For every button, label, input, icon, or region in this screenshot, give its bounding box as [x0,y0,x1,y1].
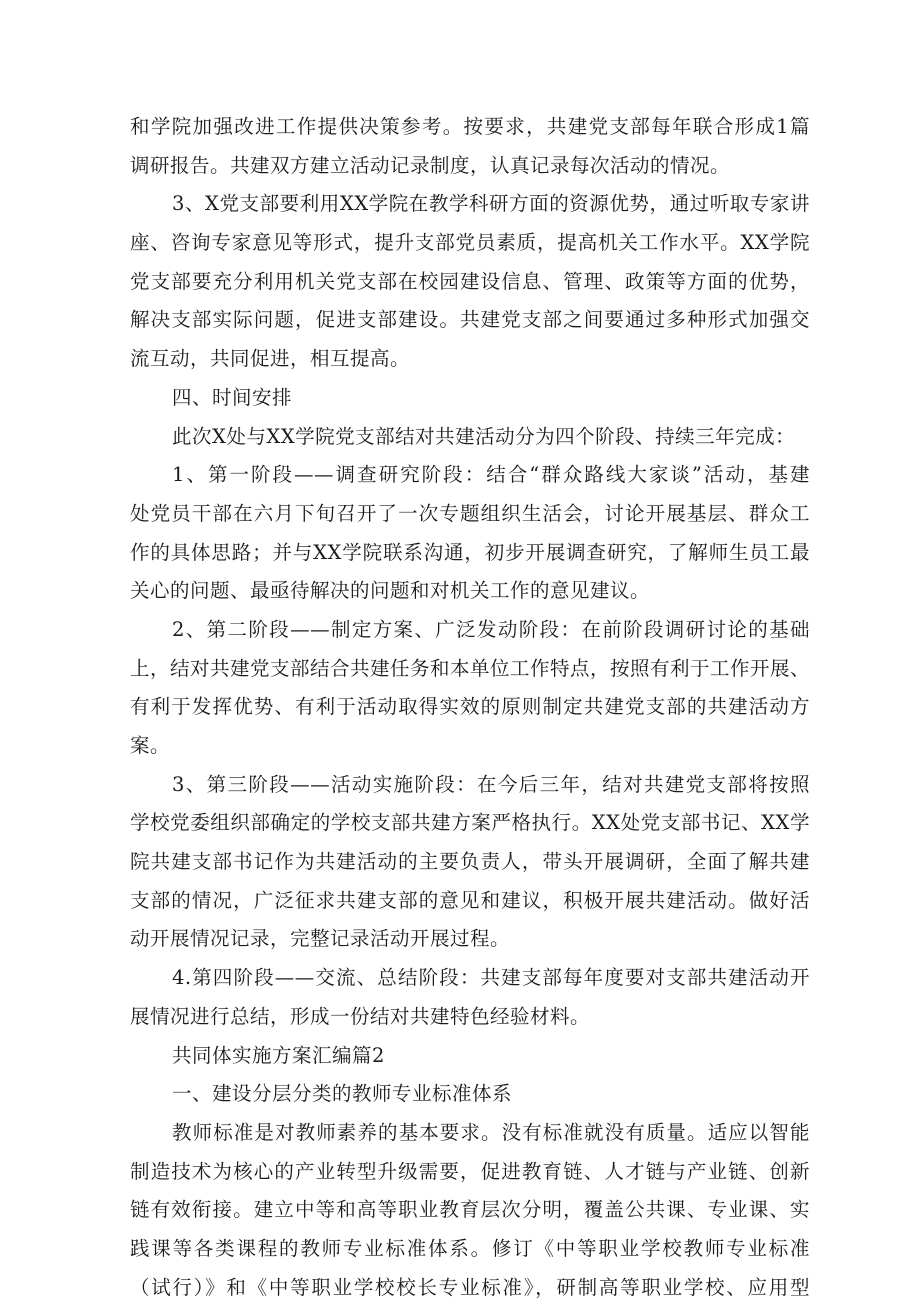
text-line: 制造技术为核心的产业转型升级需要，促进教育链、人才链与产业链、创新 [130,1159,810,1183]
text-line: 作的具体思路；并与XX学院联系沟通，初步开展调查研究，了解师生员工最 [130,540,810,564]
document-body [130,108,810,1307]
text-line: 调研报告。共建双方建立活动记录制度，认真记录每次活动的情况。 [130,153,731,177]
text-line: 上，结对共建党支部结合共建任务和本单位工作特点，按照有利于工作开展、 [130,656,811,680]
text-line: 解决支部实际问题，促进支部建设。共建党支部之间要通过多种形式加强交 [130,308,810,332]
text-line: 学校党委组织部确定的学校支部共建方案严格执行。XX处党支部书记、XX学 [130,811,810,835]
text-line: 展情况进行总结，形成一份结对共建特色经验材料。 [130,1004,591,1028]
text-line: 教师标准是对教师素养的基本要求。没有标准就没有质量。适应以智能 [172,1120,810,1144]
text-line: 链有效衔接。建立中等和高等职业教育层次分明，覆盖公共课、专业课、实 [130,1198,810,1222]
text-line: 2、第二阶段——制定方案、广泛发动阶段：在前阶段调研讨论的基础 [172,617,810,641]
text-line: 支部的情况，广泛征求共建支部的意见和建议，积极开展共建活动。做好活 [130,888,810,912]
text-line: 有利于发挥优势、有利于活动取得实效的原则制定共建党支部的共建活动方 [130,695,810,719]
text-line: 院共建支部书记作为共建活动的主要负责人，带头开展调研，全面了解共建 [130,850,810,874]
text-line: （试行）》和《中等职业学校校长专业标准》，研制高等职业学校、应用型 [130,1275,810,1299]
text-line: 3、X党支部要利用XX学院在教学科研方面的资源优势，通过听取专家讲 [172,192,810,216]
text-line: 和学院加强改进工作提供决策参考。按要求，共建党支部每年联合形成1篇 [130,115,810,138]
text-line: 流互动，共同促进，相互提高。 [130,347,411,371]
text-line: 案。 [130,734,171,757]
text-line: 共同体实施方案汇编篇2 [172,1043,385,1067]
text-line: 四、时间安排 [172,385,293,409]
text-line: 关心的问题、最亟待解决的问题和对机关工作的意见建议。 [130,579,651,603]
text-line: 3、第三阶段——活动实施阶段：在今后三年，结对共建党支部将按照 [172,772,810,796]
text-line: 1、第一阶段——调查研究阶段：结合“群众路线大家谈”活动，基建 [172,463,810,487]
text-line: 一、建设分层分类的教师专业标准体系 [172,1082,513,1106]
text-line: 动开展情况记录，完整记录活动开展过程。 [130,927,511,951]
text-line: 处党员干部在六月下旬召开了一次专题组织生活会，讨论开展基层、群众工 [130,501,810,525]
text-line: 党支部要充分利用机关党支部在校园建设信息、管理、政策等方面的优势， [130,269,810,293]
text-line: 4.第四阶段——交流、总结阶段：共建支部每年度要对支部共建活动开 [172,966,810,990]
text-line: 践课等各类课程的教师专业标准体系。修订《中等职业学校教师专业标准 [130,1236,810,1260]
text-line: 此次X处与XX学院党支部结对共建活动分为四个阶段、持续三年完成： [172,424,796,448]
text-line: 座、咨询专家意见等形式，提升支部党员素质，提高机关工作水平。XX学院 [130,231,810,255]
